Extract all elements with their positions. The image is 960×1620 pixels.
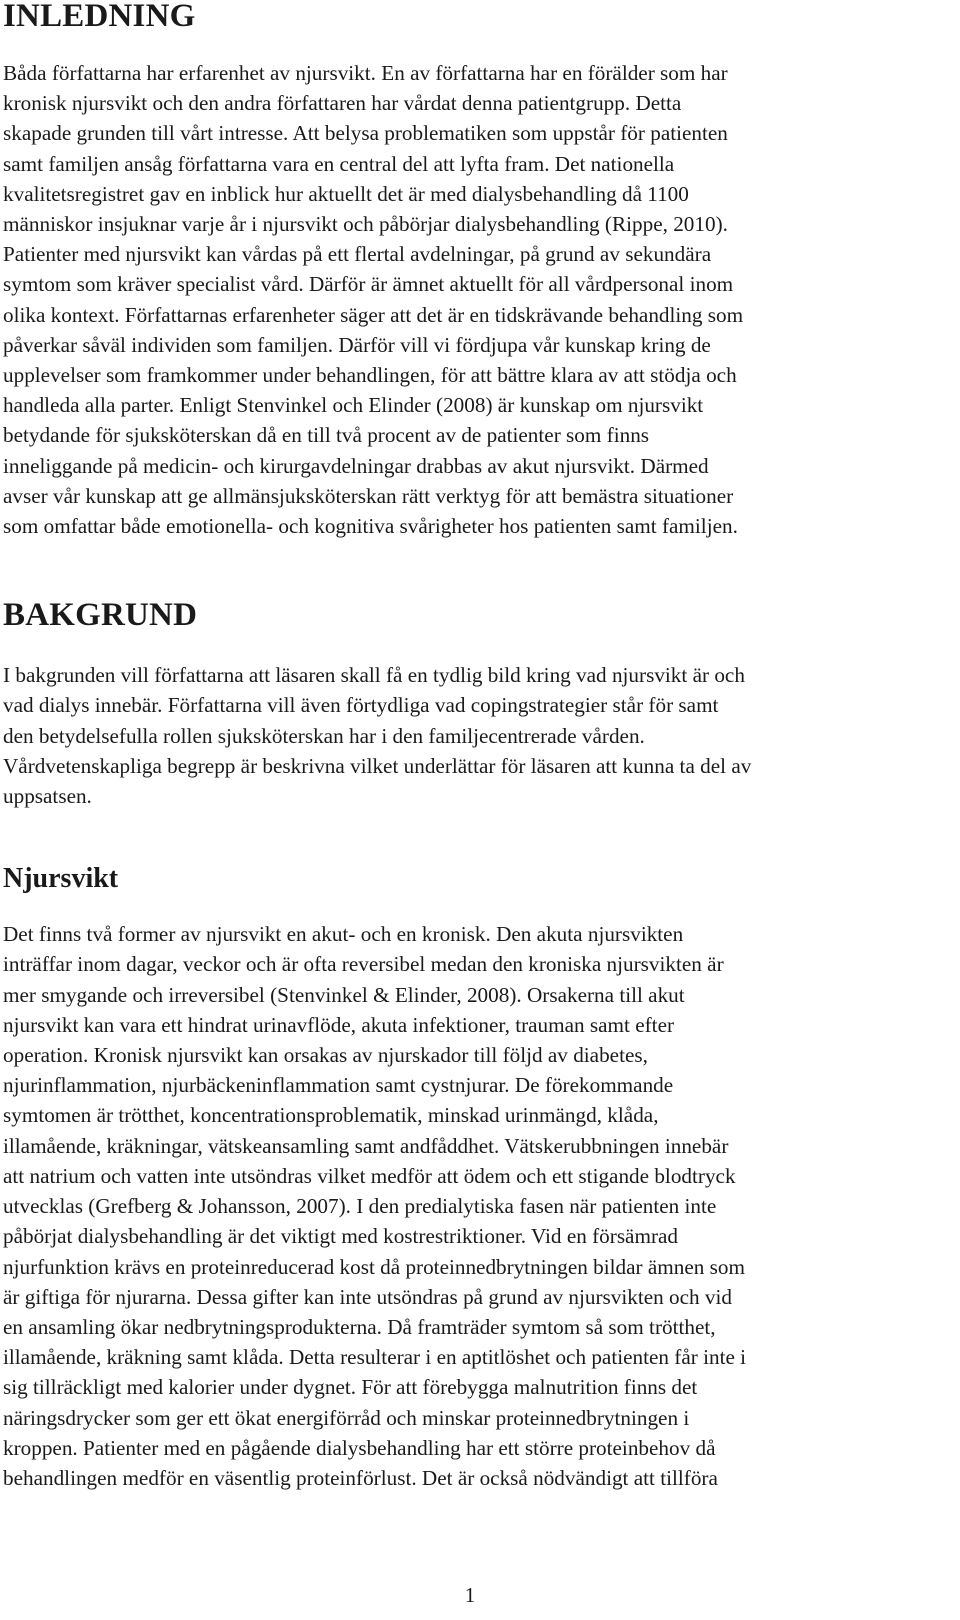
text-line: skapade grunden till vårt intresse. Att belysa problematiken som uppstår för patienten — [3, 121, 728, 146]
text-line: Det finns två former av njursvikt en akut- och en kronisk. Den akuta njursvikten — [3, 922, 684, 947]
text-line: Vårdvetenskapliga begrepp är beskrivna vilket underlättar för läsaren att kunna ta del av — [3, 753, 752, 778]
text-line: illamående, kräkning samt klåda. Detta resulterar i en aptitlöshet och patienten får inte i — [3, 1345, 747, 1370]
text-line: operation. Kronisk njursvikt kan orsakas av njurskador till följd av diabetes, — [3, 1043, 648, 1068]
text-line: påbörjat dialysbehandling är det viktigt med kostrestriktioner. Vid en försämrad — [3, 1224, 678, 1249]
paragraph-njursvikt — [3, 919, 943, 1493]
text-line: kroppen. Patienter med en pågående dialysbehandling har ett större proteinbehov då — [3, 1435, 716, 1460]
section-heading-bakgrund: BAKGRUND — [3, 597, 198, 634]
text-line: uppsatsen. — [3, 784, 92, 809]
text-line: olika kontext. Författarnas erfarenheter säger att det är en tidskrävande behandling som — [3, 302, 744, 327]
text-line: en ansamling ökar nedbrytningsprodukterna. Då framträder symtom så som trötthet, — [3, 1314, 716, 1339]
text-line: Båda författarna har erfarenhet av njursvikt. En av författarna har en förälder som har — [3, 61, 728, 85]
subsection-heading-njursvikt: Njursvikt — [3, 863, 119, 895]
text-line: symtom som kräver specialist vård. Därför är ämnet aktuellt för all vårdpersonal inom — [3, 272, 734, 297]
text-line: människor insjuknar varje år i njursvikt och påbörjar dialysbehandling (Rippe, 2010). — [3, 212, 728, 237]
text-line: Patienter med njursvikt kan vårdas på ett flertal avdelningar, på grund av sekundära — [3, 242, 712, 267]
text-line: som omfattar både emotionella- och kognitiva svårigheter hos patienten samt familjen. — [3, 514, 738, 539]
text-line: den betydelsefulla rollen sjuksköterskan har i den familjecentrerade vården. — [3, 723, 645, 748]
text-line: symtomen är trötthet, koncentrationsproblematik, minskad urinmängd, klåda, — [3, 1103, 659, 1128]
text-line: utvecklas (Grefberg & Johansson, 2007). I den predialytiska fasen när patienten inte — [3, 1194, 717, 1219]
text-line: sig tillräckligt med kalorier under dygnet. För att förebygga malnutrition finns det — [3, 1375, 698, 1400]
paragraph-bakgrund — [3, 660, 943, 811]
text-line: njursvikt kan vara ett hindrat urinavflöde, akuta infektioner, trauman samt efter — [3, 1012, 675, 1037]
text-line: handleda alla parter. Enligt Stenvinkel och Elinder (2008) är kunskap om njursvikt — [3, 393, 704, 418]
text-line: vad dialys innebär. Författarna vill även förtydliga vad copingstrategier står för samt — [3, 693, 719, 718]
text-line: I bakgrunden vill författarna att läsaren skall få en tydlig bild kring vad njursvikt är och — [3, 663, 745, 688]
text-line: påverkar såväl individen som familjen. Därför vill vi fördjupa vår kunskap kring de — [3, 332, 711, 357]
text-line: upplevelser som framkommer under behandlingen, för att bättre klara av att stödja och — [3, 363, 737, 388]
page-number: 1 — [464, 1583, 476, 1607]
text-line: kvalitetsregistret gav en inblick hur aktuellt det är med dialysbehandling då 1100 — [3, 181, 689, 206]
text-line: njurfunktion krävs en proteinreducerad kost då proteinnedbrytningen bildar ämnen som — [3, 1254, 745, 1279]
text-line: betydande för sjuksköterskan då en till två procent av de patienter som finns — [3, 423, 650, 448]
text-line: illamående, kräkningar, vätskeansamling samt andfåddhet. Vätskerubbningen innebär — [3, 1133, 729, 1158]
text-line: mer smygande och irreversibel (Stenvinkel & Elinder, 2008). Orsakerna till akut — [3, 982, 685, 1007]
text-line: är giftiga för njurarna. Dessa gifter kan inte utsöndras på grund av njursvikten och vid — [3, 1284, 732, 1309]
paragraph-inledning — [3, 58, 943, 541]
text-line: njurinflammation, njurbäckeninflammation samt cystnjurar. De förekommande — [3, 1073, 674, 1098]
text-line: kronisk njursvikt och den andra författaren har vårdat denna patientgrupp. Detta — [3, 91, 682, 116]
document-page — [3, 0, 943, 1493]
text-line: att natrium och vatten inte utsöndras vilket medför att ödem och ett stigande blodtryck — [3, 1163, 736, 1188]
text-line: avser vår kunskap att ge allmänsjuksköterskan rätt verktyg för att bemästra situationer — [3, 483, 734, 508]
text-line: behandlingen medför en väsentlig proteinförlust. Det är också nödvändigt att tillföra — [3, 1465, 718, 1490]
text-line: inneliggande på medicin- och kirurgavdelningar drabbas av akut njursvikt. Därmed — [3, 453, 709, 478]
section-heading-inledning: INLEDNING — [3, 0, 196, 34]
text-line: näringsdrycker som ger ett ökat energiförråd och minskar proteinnedbrytningen i — [3, 1405, 690, 1430]
text-line: inträffar inom dagar, veckor och är ofta reversibel medan den kroniska njursvikten är — [3, 952, 724, 977]
text-line: samt familjen ansåg författarna vara en central del att lyfta fram. Det nationella — [3, 151, 675, 176]
